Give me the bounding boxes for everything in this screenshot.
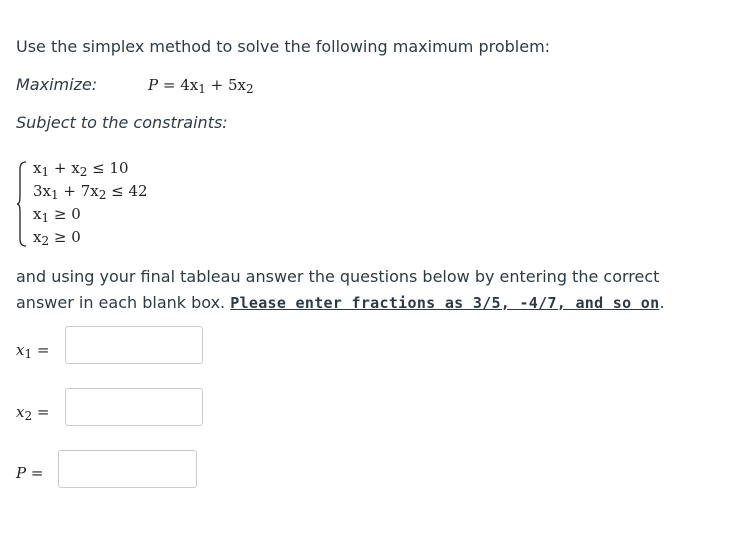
subject-to-label: Subject to the constraints: xyxy=(16,113,228,132)
instructions: and using your final tableau answer the questions below by entering the correct answer in each blank box. Please enter fractions as 3/5, -4/7, and so on. xyxy=(16,267,665,312)
left-brace-icon xyxy=(17,161,27,247)
problem-intro: Use the simplex method to solve the following maximum problem: xyxy=(16,37,551,56)
constraint-row: $x_2 \ge 0$ xyxy=(33,228,81,248)
objective-term2: + 5x xyxy=(205,76,246,94)
objective-lhs: P xyxy=(148,76,159,94)
answer-label-x1: $x_1$ = xyxy=(16,341,50,361)
answer-input-x2[interactable] xyxy=(65,388,203,426)
answer-label-x2: $x_2$ = xyxy=(16,403,50,423)
objective-term1: = 4x xyxy=(158,76,199,94)
maximize-label: Maximize: xyxy=(16,75,98,94)
answer-input-p[interactable] xyxy=(58,450,197,488)
objective-sub2: 2 xyxy=(245,82,254,96)
instructions-text: and using your final tableau answer the questions below by entering the correct answer in each blank box. xyxy=(16,267,660,312)
objective-sub1: 1 xyxy=(198,82,206,96)
constraints-system xyxy=(33,157,148,249)
answer-label-p: P = xyxy=(16,464,44,482)
constraint-row: $3x_1 + 7x_2 \le 42$ xyxy=(33,182,148,202)
constraint-row: $x_1 \ge 0$ xyxy=(33,205,81,225)
constraint-row: $x_1 + x_2 \le 10$ xyxy=(33,159,129,179)
fraction-format-note: Please enter fractions as 3/5, -4/7, and so on xyxy=(230,294,660,312)
objective-function xyxy=(148,76,254,94)
answer-input-x1[interactable] xyxy=(65,326,203,364)
